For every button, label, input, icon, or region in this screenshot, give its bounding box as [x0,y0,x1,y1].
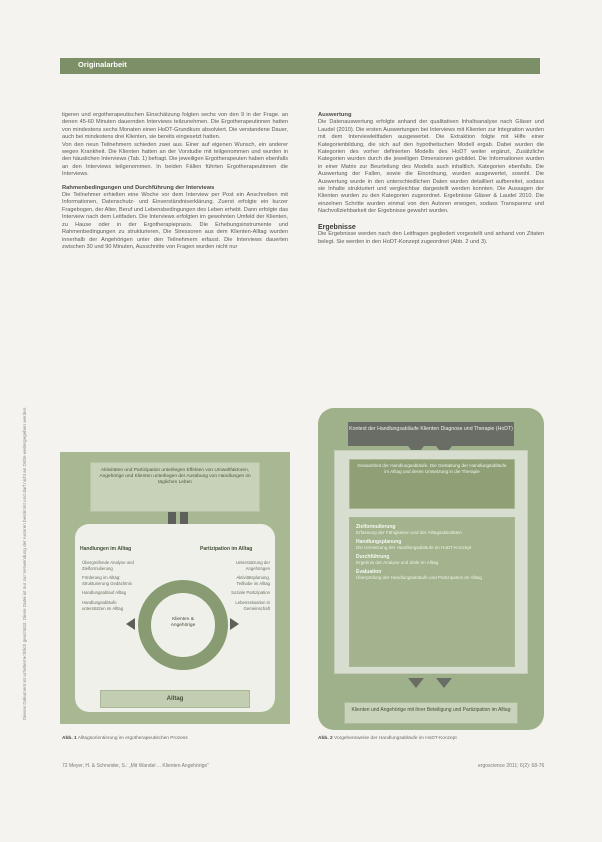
fig1-right-item: Lebenssituation in Gemeinschaft [235,599,270,611]
fig1-left-item: Handlungsablauf Alltag [82,590,126,596]
fig1-right-item: Soziale Partizipation [231,590,270,596]
fig2-step-text: Die Umsetzung der Handlungsabläufe im HoDT-Konzept [356,545,472,550]
fig2-block-1: Gesamtheit der Handlungsabläufe. Die Gestaltung der Handlungsabläufe im Alltag und deren Umsetzung in die Therapie [349,459,515,509]
fig2-caption-text: Vorgehensweise der Handlungsabläufe im HoDT-Konzept [334,736,457,741]
figure-1-caption [62,736,288,742]
fig1-right-item: Unterstützung der Angehörigen [235,560,270,571]
right-column [318,112,544,246]
fig1-right-item: Aktivitätsplanung, Teilhabe im Alltag [236,575,270,586]
fig2-step-title: Evaluation [356,569,382,575]
fig2-panel [334,450,528,674]
fig1-caption-label: Abb. 1 [62,736,77,741]
page-footer-right: ergoscience 2011; 6(2): 68-76 [478,763,545,769]
section-header-band [60,58,540,74]
fig2-step-text: Erfassung der Fähigkeiten und der Alltagsaktivitäten [356,530,462,535]
fig1-left-list [82,560,134,615]
left-paragraph-3: Die Teilnehmer erhielten eine Woche vor dem Interview per Post ein Anschreiben mit Informationen, Datenschutz- und Einverständniserklärung. Zuerst erfolgte ein kurzer Fragebogen, der Alter, Beruf und Lebensbedingungen des Leben erhebt. Dann erfolgte das Interview nach dem Leitfaden. Die Interviews erfolgten im gewohnten Umfeld der Klienten, zu Hause oder in der Ergotherapiepraxis. Die Erhebungsinstrumente und Rahmenbedingungen zu strukturieren, Die Stressoren aus dem Klienten-Alltag wurden innerhalb der Angehörigen unter den Teilnehmern erfasst. Die Interviews dauerten zwischen 30 und 90 Minuten, Ausschnitte von Fragen wurden nicht nur [62,192,288,250]
fig1-right-title: Partizipation im Alltag [200,546,253,552]
fig2-foot-box: Klienten und Angehörige mit ihrer Beteiligung und Partizipation im Alltag [344,702,518,724]
copyright-side-text: Dieses Dokument ist urheberrechtlich geschützt. Diese Datei ist nur zur Verwendung der Autoren bestimmt und darf nicht an Dritte weitergegeben werden. [22,406,27,720]
right-paragraph-2: Die Ergebnisse werden nach den Leitfragen gegliedert vorgestellt und anhand von Zitaten belegt. Sie werden in den HoDT-Konzept zugeordnet (Abb. 2 und 3). [318,231,544,245]
page-footer-left: 72 Meyer, H. & Schneider, S.: „Mit Wandel ... Klienten Angehörige“ [62,763,209,769]
right-heading-1: Auswertung [318,112,352,118]
fig1-left-title: Handlungen im Alltag [80,546,132,552]
fig2-step-title: Durchführung [356,554,390,560]
left-intro-paragraph: tigeren und ergotherapeutischen Einschätzung folgten sechs von den 9 in der Frage. an denen 45-60 Minuten dauernden Interviews teilzunehmen. Die Ergotherapeutinnen hatten von mindestens sechs Monaten einen HoDT-Grundkurs absolviert. Die verstandene Dauer, auch bei mindestens drei Klienten, sie bereits eingesetzt hatten. [62,112,288,141]
fig2-arrow-down-icon [436,678,452,688]
fig2-step-title: Handlungsplanung [356,539,402,545]
section-header-label: Originalarbeit [78,60,127,69]
left-heading-1: Rahmenbedingungen und Durchführung der Interviews [62,184,215,191]
fig1-left-item: Handlungsabläufe unterstützen im Alltag [82,599,124,611]
fig2-head-box: Kontext der Handlungsabläufe Klienten Diagnose und Therapie (HoDT) [348,422,514,446]
fig1-arrow-left-icon [126,618,135,630]
fig1-caption-text: Alltagsorientierung im ergotherapeutischen Prozess [77,736,188,741]
left-column [62,112,288,251]
fig2-step-text: Ergebnis der Analyse und Ziele im Alltag [356,560,439,565]
figure-2 [318,408,544,730]
fig2-block-2 [349,517,515,667]
fig1-left-item: Übergreifende Analyse und Zielformulierung [82,560,134,571]
fig2-step-text: Überprüfung der Handlungsabläufe und Partizipation im Alltag [356,575,482,580]
fig1-arrow-right-icon [230,618,239,630]
fig1-bottom-label: Alltag [100,690,250,708]
fig1-center-label: Klienten & Angehörige [170,617,196,628]
left-paragraph-2: Von den neun Teilnehmern schieden zwei aus. Einer auf eigenen Wunsch, ein anderer wegen Krankheit. Die Klienten hatten an der Vorstudie mit teilgenommen und wurden in den häuslichen Interviews (Tab. 1) befragt. Die jeweiligen Ergotherapeuten haben ebenfalls an den Interviews teilgenommen. In beiden Fällen führten Ergotherapeutinnen die Interviews. [62,141,288,178]
figure-2-caption [318,736,544,742]
figure-1 [60,452,290,724]
fig1-top-box: Aktivitäten und Partizipation unterliegen Effekten von Umweltfaktoren, Angehörige und Klienten unterliegen der Ausübung von Handlungen im täglichen Leben [90,462,260,512]
fig2-caption-label: Abb. 2 [318,736,333,741]
right-heading-2: Ergebnisse [318,223,356,231]
fig1-left-item: Förderung im Alltag: Strukturierung Gedächtnis [82,575,132,586]
fig1-right-list [220,560,270,615]
right-paragraph-1: Die Datenauswertung erfolgte anhand der qualitativen Inhaltsanalyse nach Gläser und Laudel (2010). Die ersten Auswertungen bei Interviews mit Klienten zur Integration wurden mit dem Interviewleitfaden ausgewertet. Die Extraktion folgte mit Hilfe einer Kategorienbildung, die sich auf den hypothetischen Modell ergab. Dabei wurden die Kategorien des vorher definierten Modells des HoDT weiter ergänzt, Zusätzliche Kategorien wurden durch die jeweiligen Dimensionen gebildet. Die Informationen wurden in einer Matrix zur Beurteilung des Modells auch inhaltlich. Kategorien ebenfalls. Die Auswertung der Fallen, sowie die Einordnung, wurden ausgewertet, sowohl. Die Auswertung wurde in den unterschiedlichen Daten wurden detailliert aufbereitet, sodass sie Inhalte strukturiert und vergleichbar dargestellt werden konnten. Die Aussagen der Klienten wurden zu den Kategorien zugeordnet. Ergebnisse Gläser & Laudel 2010. Die einzelnen Schritte wurden einmal von den Autoren erwogen, sodass Transparenz und Nachvollziehbarkeit der Ergebnisse gewahrt wurden. [318,119,544,215]
fig2-step-title: Zielformulierung [356,524,396,530]
fig2-arrow-down-icon [408,678,424,688]
